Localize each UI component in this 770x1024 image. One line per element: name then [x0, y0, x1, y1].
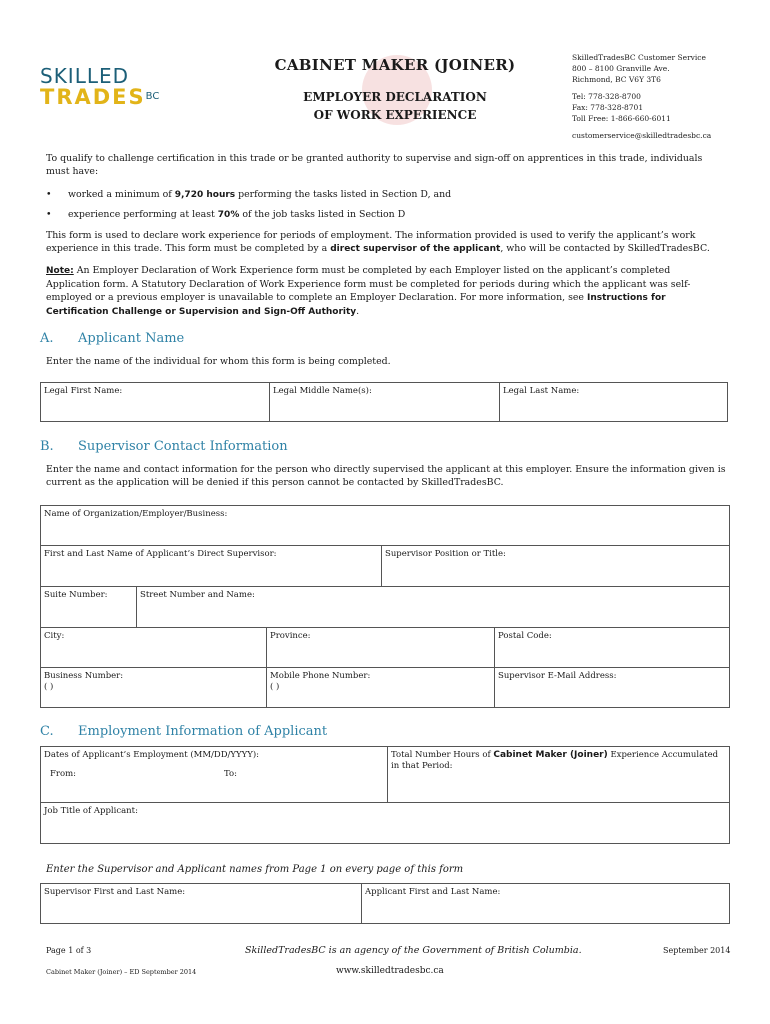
intro-paragraph: To qualify to challenge certification in this trade or be granted authority to supervise and sign-off on apprentices in this trade, individuals must have:: [46, 153, 703, 177]
city-field[interactable]: City:: [40, 627, 267, 668]
organization-name-field[interactable]: Name of Organization/Employer/Business:: [40, 505, 730, 546]
section-a-instruction: Enter the name of the individual for whom this form is being completed.: [46, 356, 391, 367]
section-b-heading: B. Supervisor Contact Information: [40, 439, 288, 454]
form-title: CABINET MAKER (JOINER): [274, 56, 516, 74]
names-instruction: Enter the Supervisor and Applicant names from Page 1 on every page of this form: [46, 864, 464, 875]
instructions-link[interactable]: Instructions for Certification Challenge or Supervision and Sign-Off Authority: [46, 293, 666, 317]
website-link[interactable]: www.skilledtradesbc.ca: [336, 966, 444, 976]
contact-block: [572, 52, 711, 141]
section-c-heading: C. Employment Information of Applicant: [40, 724, 328, 739]
legal-last-name-field[interactable]: Legal Last Name:: [499, 382, 728, 422]
contact-address1: 800 – 8100 Granville Ave.: [572, 64, 670, 73]
contact-tel: Tel: 778-328-8700: [572, 92, 641, 101]
contact-fax: Fax: 778-328-8701: [572, 103, 644, 112]
title-block: [260, 56, 530, 124]
supervisor-name-field[interactable]: First and Last Name of Applicant’s Direct Supervisor:: [40, 545, 382, 587]
supervisor-email-field[interactable]: Supervisor E-Mail Address:: [494, 667, 730, 708]
business-number-field[interactable]: Business Number: ( ): [40, 667, 267, 708]
to-date-label: To:: [224, 769, 237, 779]
job-title-field[interactable]: Job Title of Applicant:: [40, 802, 730, 844]
supervisor-position-field[interactable]: Supervisor Position or Title:: [381, 545, 730, 587]
province-field[interactable]: Province:: [266, 627, 495, 668]
page-number: Page 1 of 3: [46, 946, 92, 955]
logo-bc: BC: [145, 91, 160, 102]
agency-statement: SkilledTradesBC is an agency of the Government of British Columbia.: [245, 945, 582, 956]
contact-email[interactable]: customerservice@skilledtradesbc.ca: [572, 131, 712, 140]
logo-line-trades: TRADES: [40, 85, 146, 109]
section-a-heading: A. Applicant Name: [40, 331, 185, 346]
street-field[interactable]: Street Number and Name:: [136, 586, 730, 628]
requirement-bullet-tasks: • experience performing at least 70% of the job tasks listed in Section D: [46, 209, 406, 220]
legal-middle-name-field[interactable]: Legal Middle Name(s):: [269, 382, 500, 422]
contact-name: SkilledTradesBC Customer Service: [572, 53, 706, 62]
form-subtitle-line1: EMPLOYER DECLARATION: [303, 90, 487, 104]
purpose-paragraph: This form is used to declare work experience for periods of employment. The information provided is used to verify the applicant’s work experience in this trade. This form must be completed by a direct supervisor of the applicant, who will be contacted by SkilledTradesBC.: [46, 230, 710, 254]
total-hours-field[interactable]: Total Number Hours of Cabinet Maker (Joiner) Experience Accumulated in that Period:: [387, 746, 730, 803]
mobile-phone-field[interactable]: Mobile Phone Number: ( ): [266, 667, 495, 708]
note-paragraph: Note: An Employer Declaration of Work Experience form must be completed by each Employer listed on the applicant’s completed Application form. A Statutory Declaration of Work Experience form must be completed for periods during which the applicant was self-employed or a previous employer is unavailable to complete an Employer Declaration. For more information, see Instructions for Certification Challenge or Supervision and Sign-Off Authority.: [46, 265, 691, 317]
skilledtradesbc-logo: [40, 66, 159, 108]
footer-date: September 2014: [663, 946, 731, 955]
contact-address2: Richmond, BC V6Y 3T6: [572, 75, 661, 84]
section-b-instruction: Enter the name and contact information for the person who directly supervised the applicant at this employer. Ensure the information given is current as the application will be denied if this person cannot be contacted by SkilledTradesBC.: [46, 464, 726, 488]
form-id: Cabinet Maker (Joiner) – ED September 2014: [46, 968, 197, 976]
postal-code-field[interactable]: Postal Code:: [494, 627, 730, 668]
legal-first-name-field[interactable]: Legal First Name:: [40, 382, 270, 422]
applicant-first-last-name-field[interactable]: Applicant First and Last Name:: [361, 883, 730, 924]
contact-tollfree: Toll Free: 1-866-660-6011: [572, 114, 671, 123]
requirement-bullet-hours: • worked a minimum of 9,720 hours performing the tasks listed in Section D, and: [46, 189, 452, 200]
employment-dates-field[interactable]: Dates of Applicant’s Employment (MM/DD/YYYY): From: To:: [40, 746, 388, 803]
suite-number-field[interactable]: Suite Number:: [40, 586, 137, 628]
logo-line-skilled: SKILLED: [40, 64, 130, 88]
supervisor-first-last-name-field[interactable]: Supervisor First and Last Name:: [40, 883, 362, 924]
form-subtitle-line2: OF WORK EXPERIENCE: [313, 108, 477, 122]
from-date-label: From:: [50, 769, 77, 779]
